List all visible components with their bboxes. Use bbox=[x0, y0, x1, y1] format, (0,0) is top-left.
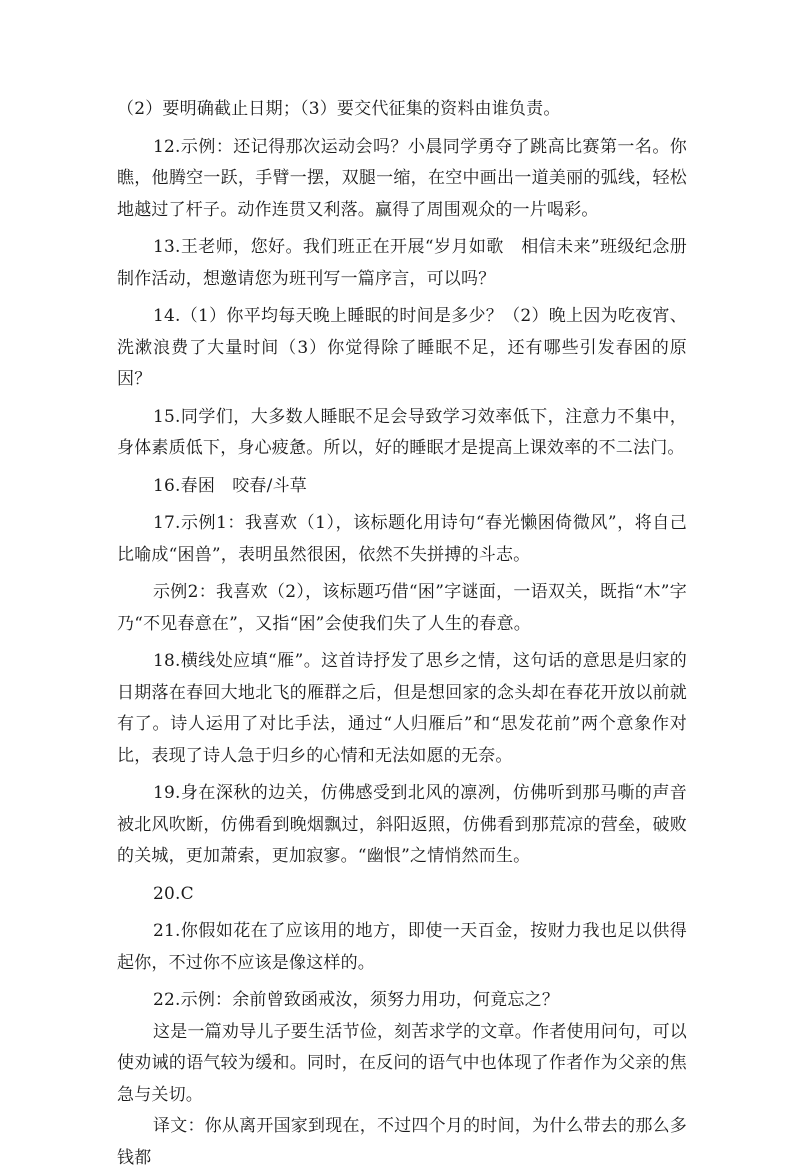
paragraph-answer-14: 14.（1）你平均每天晚上睡眠的时间是多少？（2）晚上因为吃夜宵、洗漱浪费了大量时间（3）你觉得除了睡眠不足，还有哪些引发春困的原因？ bbox=[117, 306, 687, 389]
paragraph-answer-11-continued: （2）要明确截止日期；（3）要交代征集的资料由谁负责。 bbox=[117, 99, 561, 119]
paragraph-answer-13: 13.王老师，您好。我们班正在开展“岁月如歌 相信未来”班级纪念册制作活动，想邀请您为班刊写一篇序言，可以吗？ bbox=[117, 237, 687, 289]
paragraph-answer-16: 16.春困 咬春/斗草 bbox=[153, 475, 307, 496]
document-body bbox=[117, 94, 687, 1174]
paragraph-answer-17-example-1: 17.示例1：我喜欢（1），该标题化用诗句“春光懒困倚微风”，将自己比喻成“困兽”，表明虽然很困，依然不失拼搏的斗志。 bbox=[117, 513, 687, 565]
paragraph-answer-19: 19.身在深秋的边关，仿佛感受到北风的凛冽，仿佛听到那马嘶的声音被北风吹断，仿佛看到晚烟飘过，斜阳返照，仿佛看到那荒凉的营垒，破败的关城，更加萧索，更加寂寥。“幽恨”之情悄然而生。 bbox=[117, 783, 687, 866]
paragraph-answer-22-translation: 译文：你从离开国家到现在，不过四个月的时间，为什么带去的那么多钱都 bbox=[117, 1116, 687, 1168]
paragraph-answer-22: 22.示例：余前曾致函戒汝，须努力用功，何竟忘之？ bbox=[153, 990, 560, 1010]
paragraph-answer-22-analysis: 这是一篇劝导儿子要生活节俭，刻苦求学的文章。作者使用问句，可以使劝诫的语气较为缓和。同时，在反问的语气中也体现了作者作为父亲的焦急与关切。 bbox=[117, 1021, 687, 1105]
paragraph-answer-15: 15.同学们，大多数人睡眠不足会导致学习效率低下，注意力不集中，身体素质低下，身心疲惫。所以，好的睡眠才是提高上课效率的不二法门。 bbox=[117, 406, 687, 458]
paragraph-answer-20: 20.C bbox=[153, 883, 194, 904]
paragraph-answer-18: 18.横线处应填“雁”。这首诗抒发了思乡之情，这句话的意思是归家的日期落在春回大地北飞的雁群之后，但是想回家的念头却在春花开放以前就有了。诗人运用了对比手法，通过“人归雁后”和“思发花前”两个意象作对比，表现了诗人急于归乡的心情和无法如愿的无奈。 bbox=[117, 651, 687, 766]
paragraph-answer-17-example-2: 示例2：我喜欢（2），该标题巧借“困”字谜面，一语双关，既指“木”字乃“不见春意在”，又指“困”会使我们失了人生的春意。 bbox=[117, 582, 687, 634]
paragraph-answer-12: 12.示例：还记得那次运动会吗？小晨同学勇夺了跳高比赛第一名。你瞧，他腾空一跃，手臂一摆，双腿一缩，在空中画出一道美丽的弧线，轻松地越过了杆子。动作连贯又利落。赢得了周围观众的一片喝彩。 bbox=[117, 136, 687, 220]
paragraph-answer-21: 21.你假如花在了应该用的地方，即使一天百金，按财力我也足以供得起你，不过你不应该是像这样的。 bbox=[117, 921, 687, 973]
